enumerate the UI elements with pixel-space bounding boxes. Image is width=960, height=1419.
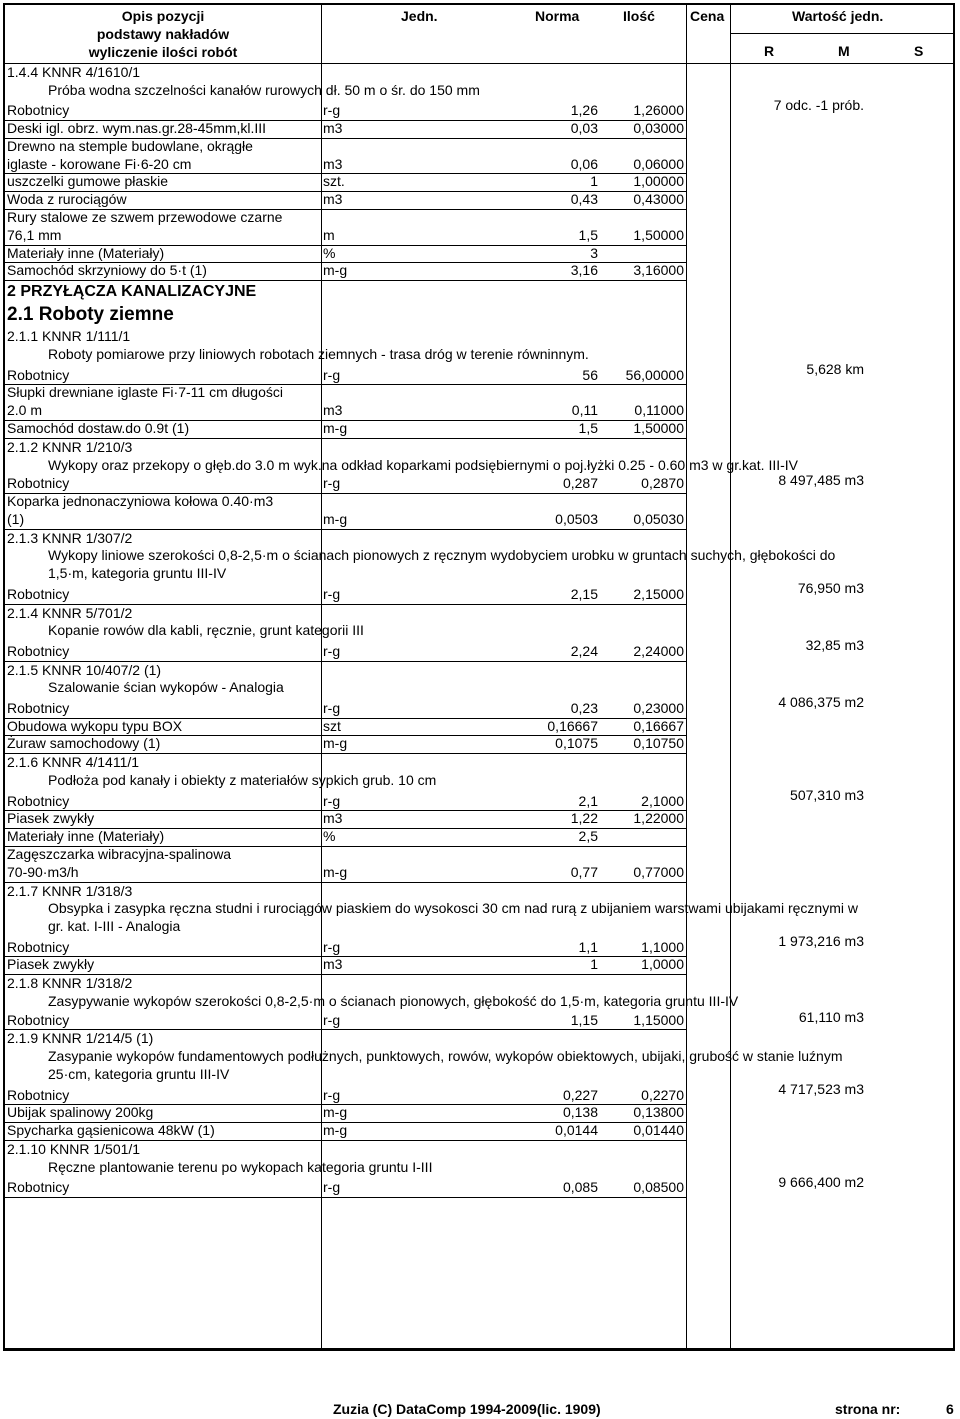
position-quantity: 7 odc. -1 prób.: [773, 96, 864, 113]
resource-unit: m-g: [323, 735, 348, 752]
position-code: 2.1.2 KNNR 1/210/3: [7, 438, 133, 455]
resource-unit: r-g: [323, 475, 341, 492]
resource-quantity: 0,10750: [633, 735, 684, 752]
resource-unit: szt: [323, 717, 341, 734]
resource-norm: 0,03: [570, 120, 598, 137]
resource-quantity: 0,43000: [633, 191, 684, 208]
position-code: 2.1.9 KNNR 1/214/5 (1): [7, 1030, 154, 1047]
resource-name: uszczelki gumowe płaskie: [7, 173, 169, 190]
resource-norm: 1,5: [578, 226, 598, 243]
section-heading: 2 PRZYŁĄCZA KANALIZACYJNE: [7, 283, 257, 301]
value-header-divider: [730, 33, 955, 34]
resource-name: iglaste - korowane Fi·6-20 cm: [7, 155, 192, 172]
resource-row-rule: [3, 280, 686, 281]
resource-quantity: 56,00000: [625, 366, 684, 383]
resource-quantity: 1,22000: [633, 810, 684, 827]
position-description: gr. kat. I-III - Analogia: [48, 918, 181, 935]
subsection-heading: 2.1 Roboty ziemne: [7, 304, 174, 326]
resource-name: Koparka jednonaczyniowa kołowa 0.40·m3: [7, 493, 274, 510]
resource-unit: r-g: [323, 938, 341, 955]
resource-quantity: 2,15000: [633, 585, 684, 602]
resource-name: Żuraw samochodowy (1): [7, 735, 161, 752]
resource-row-rule: [3, 1197, 686, 1198]
col-s-header: S: [914, 43, 924, 59]
position-description: Wykopy liniowe szerokości 0,8-2,5·m o ścianach pionowych z ręcznym wydobyciem urobku w gruntach suchych, głębokości do: [48, 547, 836, 564]
resource-name: Robotnicy: [7, 938, 70, 955]
position-quantity: 8 497,485 m3: [778, 472, 864, 489]
resource-name: Woda z rurociągów: [7, 191, 127, 208]
resource-name: Piasek zwykły: [7, 956, 95, 973]
resource-norm: 0,06: [570, 155, 598, 172]
resource-quantity: 1,1000: [641, 938, 684, 955]
resource-name: Robotnicy: [7, 1086, 70, 1103]
position-quantity: 5,628 km: [806, 360, 864, 377]
col-price-header: Cena: [690, 8, 725, 24]
resource-norm: 0,77: [570, 863, 598, 880]
position-code: 2.1.7 KNNR 1/318/3: [7, 882, 133, 899]
resource-name: Zagęszczarka wibracyjna-spalinowa: [7, 845, 232, 862]
position-code: 2.1.1 KNNR 1/111/1: [7, 328, 131, 345]
resource-name: Drewno na stemple budowlane, okrągłe: [7, 137, 253, 154]
resource-norm: 2,24: [570, 642, 598, 659]
resource-name: Robotnicy: [7, 1011, 70, 1028]
resource-name: (1): [7, 510, 25, 527]
resource-unit: r-g: [323, 1179, 341, 1196]
position-quantity: 4 717,523 m3: [778, 1080, 864, 1097]
resource-unit: m3: [323, 120, 343, 137]
col-divider-value: [730, 3, 731, 1350]
col-unit-header: Jedn.: [401, 8, 438, 24]
resource-quantity: 3,16000: [633, 262, 684, 279]
resource-quantity: 0,11000: [634, 402, 684, 419]
resource-unit: r-g: [323, 792, 341, 809]
resource-name: Robotnicy: [7, 585, 70, 602]
position-description: Zasypanie wykopów fundamentowych podłużnych, punktowych, rowów, wykopów obiektowych, ubijaki, grubość w stanie luźnym: [48, 1048, 843, 1065]
resource-unit: m3: [323, 191, 343, 208]
resource-norm: 0,085: [562, 1179, 598, 1196]
resource-norm: 0,16667: [547, 717, 598, 734]
resource-quantity: 0,16667: [633, 717, 684, 734]
resource-quantity: 0,77000: [633, 863, 684, 880]
table-bottom-rule: [3, 1349, 955, 1351]
position-description: Próba wodna szczelności kanałów rurowych dł. 50 m o śr. do 150 mm: [48, 81, 480, 98]
resource-norm: 2,5: [578, 828, 598, 845]
resource-name: Robotnicy: [7, 366, 70, 383]
resource-norm: 0,287: [562, 475, 598, 492]
position-description: Kopanie rowów dla kabli, ręcznie, grunt kategorii III: [48, 622, 364, 639]
resource-norm: 56: [582, 366, 598, 383]
resource-norm: 1: [590, 173, 598, 190]
resource-name: Ubijak spalinowy 200kg: [7, 1104, 154, 1121]
position-description: Roboty pomiarowe przy liniowych robotach ziemnych - trasa dróg w terenie równinnym.: [48, 346, 589, 363]
footer-page-label: strona nr:: [835, 1401, 901, 1417]
resource-norm: 0,43: [570, 191, 598, 208]
resource-quantity: 2,1000: [641, 792, 684, 809]
resource-unit: m-g: [323, 863, 348, 880]
position-description: Zasypywanie wykopów szerokości 0,8-2,5·m o ścianach pionowych, głębokość do 1,5·m, kategoria gruntu III-IV: [48, 992, 739, 1009]
col-value-header: Wartość jedn.: [792, 8, 884, 24]
resource-norm: 2,1: [578, 792, 598, 809]
col-r-header: R: [764, 43, 775, 59]
resource-unit: %: [323, 244, 336, 261]
resource-name: Robotnicy: [7, 699, 70, 716]
resource-name: Robotnicy: [7, 102, 70, 119]
position-code: 2.1.10 KNNR 1/501/1: [7, 1140, 141, 1157]
footer-credit: Zuzia (C) DataComp 1994-2009(lic. 1909): [333, 1401, 601, 1417]
resource-unit: r-g: [323, 1086, 341, 1103]
position-quantity: 76,950 m3: [797, 580, 864, 597]
resource-norm: 1,26: [570, 102, 598, 119]
col-qty-header: Ilość: [623, 8, 655, 24]
resource-name: Deski igl. obrz. wym.nas.gr.28-45mm,kl.III: [7, 120, 267, 137]
resource-quantity: 0,01440: [633, 1122, 684, 1139]
resource-name: Robotnicy: [7, 792, 70, 809]
resource-norm: 0,0144: [555, 1122, 598, 1139]
resource-name: Obudowa wykopu typu BOX: [7, 717, 183, 734]
position-description: 1,5·m, kategoria gruntu III-IV: [48, 565, 227, 582]
resource-quantity: 0,2870: [641, 475, 684, 492]
position-description: Ręczne plantowanie terenu po wykopach kategoria gruntu I-III: [48, 1158, 433, 1175]
resource-quantity: 1,0000: [641, 956, 684, 973]
resource-norm: 1: [590, 956, 598, 973]
resource-name: Materiały inne (Materiały): [7, 244, 165, 261]
position-quantity: 32,85 m3: [805, 637, 864, 654]
resource-quantity: 0,05030: [633, 510, 684, 527]
resource-name: Robotnicy: [7, 475, 70, 492]
resource-unit: r-g: [323, 102, 341, 119]
resource-norm: 0,0503: [555, 510, 598, 527]
resource-name: Słupki drewniane iglaste Fi·7-11 cm długości: [7, 384, 283, 401]
resource-name: Samochód dostaw.do 0.9t (1): [7, 419, 190, 436]
resource-norm: 1,5: [578, 419, 598, 436]
col-divider-price: [686, 3, 687, 1350]
position-quantity: 61,110 m3: [798, 1008, 864, 1025]
resource-name: Samochód skrzyniowy do 5·t (1): [7, 262, 207, 279]
resource-unit: szt.: [323, 173, 345, 190]
resource-norm: 0,227: [562, 1086, 598, 1103]
resource-unit: r-g: [323, 1011, 341, 1028]
resource-unit: r-g: [323, 366, 341, 383]
resource-unit: r-g: [323, 585, 341, 602]
col-norm-header: Norma: [535, 8, 580, 24]
resource-norm: 1,22: [570, 810, 598, 827]
resource-quantity: 2,24000: [633, 642, 684, 659]
col-desc-header: [5, 7, 321, 61]
col-desc-line: wyliczenie ilości robót: [88, 44, 238, 60]
resource-quantity: 0,03000: [633, 120, 684, 137]
resource-norm: 3: [590, 244, 598, 261]
resource-norm: 0,1075: [555, 735, 598, 752]
resource-quantity: 0,08500: [633, 1179, 684, 1196]
position-quantity: 507,310 m3: [790, 786, 864, 803]
col-desc-line: podstawy nakładów: [96, 26, 230, 42]
position-quantity: 9 666,400 m2: [778, 1173, 864, 1190]
position-code: 1.4.4 KNNR 4/1610/1: [7, 64, 141, 80]
position-code: 2.1.5 KNNR 10/407/2 (1): [7, 661, 162, 678]
col-desc-line: Opis pozycji: [121, 8, 205, 24]
position-code: 2.1.3 KNNR 1/307/2: [7, 529, 133, 546]
resource-norm: 0,23: [570, 699, 598, 716]
resource-quantity: 1,15000: [633, 1011, 684, 1028]
resource-unit: m-g: [323, 510, 348, 527]
resource-name: Robotnicy: [7, 642, 70, 659]
position-description: Podłoża pod kanały i obiekty z materiałów sypkich grub. 10 cm: [48, 772, 437, 789]
resource-quantity: 1,26000: [633, 102, 684, 119]
position-code: 2.1.6 KNNR 4/1411/1: [7, 754, 140, 771]
resource-name: Materiały inne (Materiały): [7, 828, 165, 845]
position-quantity: 4 086,375 m2: [778, 694, 864, 711]
resource-quantity: 1,50000: [633, 419, 684, 436]
col-m-header: M: [838, 43, 850, 59]
resource-unit: m3: [323, 956, 343, 973]
resource-norm: 1,1: [578, 938, 598, 955]
position-description: 25·cm, kategoria gruntu III-IV: [48, 1066, 230, 1083]
resource-quantity: 1,00000: [633, 173, 684, 190]
resource-unit: r-g: [323, 699, 341, 716]
resource-name: Spycharka gąsienicowa 48kW (1): [7, 1122, 215, 1139]
resource-unit: m-g: [323, 1104, 348, 1121]
resource-unit: %: [323, 828, 336, 845]
resource-unit: r-g: [323, 642, 341, 659]
resource-unit: m-g: [323, 419, 348, 436]
resource-norm: 1,15: [570, 1011, 598, 1028]
position-description: Obsypka i zasypka ręczna studni i rurociągów piaskiem do wysokosci 30 cm nad rurą z ubijaniem warstwami ubijakami ręcznymi w: [48, 900, 858, 917]
footer-page-number: 6: [946, 1401, 954, 1417]
resource-quantity: 0,06000: [633, 155, 684, 172]
resource-norm: 2,15: [570, 585, 598, 602]
position-description: Szalowanie ścian wykopów - Analogia: [48, 679, 284, 696]
resource-norm: 3,16: [570, 262, 598, 279]
position-code: 2.1.8 KNNR 1/318/2: [7, 975, 133, 992]
resource-name: Robotnicy: [7, 1179, 70, 1196]
header-bottom-rule: [3, 63, 955, 64]
resource-norm: 0,11: [571, 402, 598, 419]
resource-norm: 0,138: [562, 1104, 598, 1121]
col-divider-unit: [321, 3, 322, 1350]
position-quantity: 1 973,216 m3: [778, 932, 864, 949]
resource-quantity: 0,13800: [633, 1104, 684, 1121]
resource-name: 2.0 m: [7, 402, 43, 419]
resource-unit: m-g: [323, 1122, 348, 1139]
resource-quantity: 0,23000: [633, 699, 684, 716]
resource-name: 76,1 mm: [7, 226, 62, 243]
resource-name: Rury stalowe ze szwem przewodowe czarne: [7, 209, 283, 226]
resource-name: 70-90·m3/h: [7, 863, 79, 880]
position-description: Wykopy oraz przekopy o głęb.do 3.0 m wyk.na odkład koparkami podsiębiernymi o poj.łyżki 0.25 - 0.60 m3 w gr.kat. III-IV: [48, 456, 798, 473]
resource-quantity: 0,2270: [641, 1086, 684, 1103]
resource-unit: m-g: [323, 262, 348, 279]
resource-unit: m3: [323, 155, 343, 172]
position-code: 2.1.4 KNNR 5/701/2: [7, 604, 133, 621]
resource-quantity: 1,50000: [633, 226, 684, 243]
resource-name: Piasek zwykły: [7, 810, 95, 827]
resource-unit: m3: [323, 402, 343, 419]
resource-unit: m3: [323, 810, 343, 827]
resource-unit: m: [323, 226, 335, 243]
